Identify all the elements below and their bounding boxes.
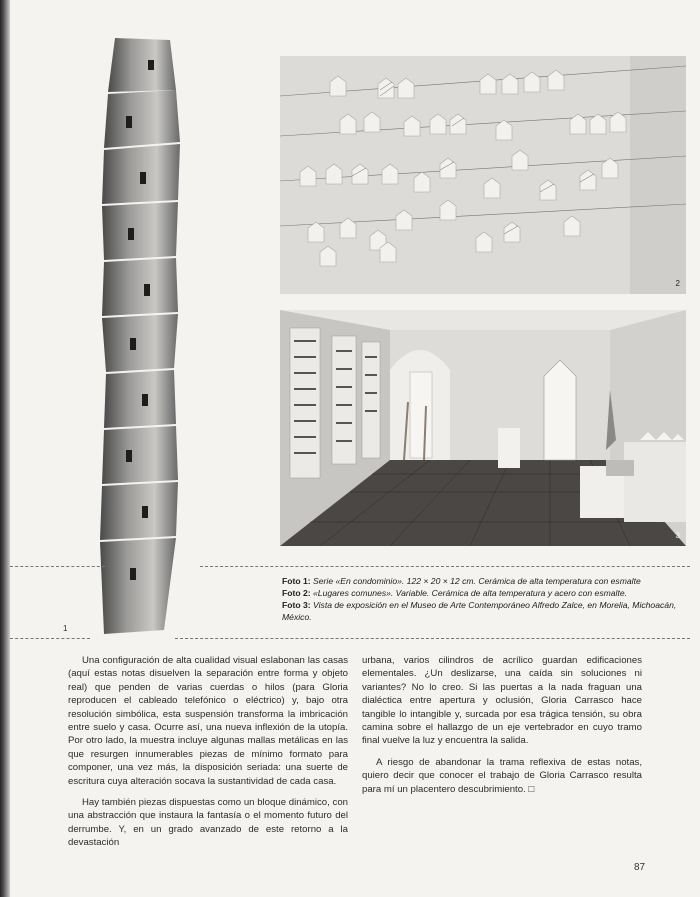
page-number: 87 (634, 862, 646, 873)
paragraph: urbana, varios cilindros de acrílico guardan edificaciones elementales. ¿Un deslizarse, una caída sin soluciones ni variantes? No lo creo. Si las puertas a la nada fraguan una dialéctica entre apertura y oclusión, Gloria Carrasco hace tangible lo intangible y, surcada por esa trágica tensión, su obra camina sobre el hallazgo de un eje vertebrador en cuyo tramo final vuelve la luz y encuentra la salida. (362, 655, 642, 747)
paragraph: Hay también piezas dispuestas como un bloque dinámico, con una abstracción que instaura la fantasía o el momento futuro del derrumbe. Y, en un grado avanzado de este retorno a la devastación (68, 797, 348, 849)
caption-foto-3: Foto 3: Vista de exposición en el Museo de Arte Contemporáneo Alfredo Zalce, en Morelia, Michoacán, México. (282, 600, 677, 622)
exhibition-room-image (280, 310, 686, 546)
page-spine-shadow (0, 0, 10, 897)
body-column-right (362, 654, 642, 804)
hanging-houses-image (280, 56, 686, 294)
caption-foto-1: Foto 1: Serie «En condominio». 122 × 20 × 12 cm. Cerámica de alta temperatura con esmalte (282, 576, 641, 586)
paragraph: Una configuración de alta cualidad visual eslabonan las casas (aquí estas notas disuelven la separación entre forma y objeto real) que penden de varias cuerdas o hilos (para Gloria reproducen el cableado telefónico o eléctrico) y, bajo otra resolución simbólica, esta suspensión transforma la imbricación entre suelo y casa. Ocurre así, una nueva inflexión de la utopía. Por otro lado, la muestra incluye algunas mallas metálicas en las que resurgen innumerables piezas de mínimo formato para componer, una vez más, la disposición seriada: una suerte de escritura cuya alteración socava la sustantividad de cada casa. (68, 655, 348, 787)
photo-exhibition-view (280, 310, 686, 546)
photo-captions (282, 575, 682, 623)
dashed-rule-top-left (10, 566, 105, 567)
dashed-rule-bottom-left (10, 638, 90, 639)
body-column-left (68, 654, 348, 858)
paragraph: A riesgo de abandonar la trama reflexiva de estas notas, quiero decir que conocer el trabajo de Gloria Carrasco resulta para mí un placentero descubrimiento. □ (362, 756, 642, 795)
figure-1-number: 1 (63, 624, 68, 633)
figure-2-number: 2 (675, 279, 680, 288)
caption-foto-2: Foto 2: «Lugares comunes». Variable. Cerámica de alta temperatura y acero con esmalte. (282, 588, 628, 598)
sculpture-column-photo (90, 38, 200, 638)
photo-hanging-houses (280, 56, 686, 294)
dashed-rule-top-right (200, 566, 690, 567)
figure-3-number: 3 (675, 531, 680, 540)
dashed-rule-bottom-right (175, 638, 690, 639)
